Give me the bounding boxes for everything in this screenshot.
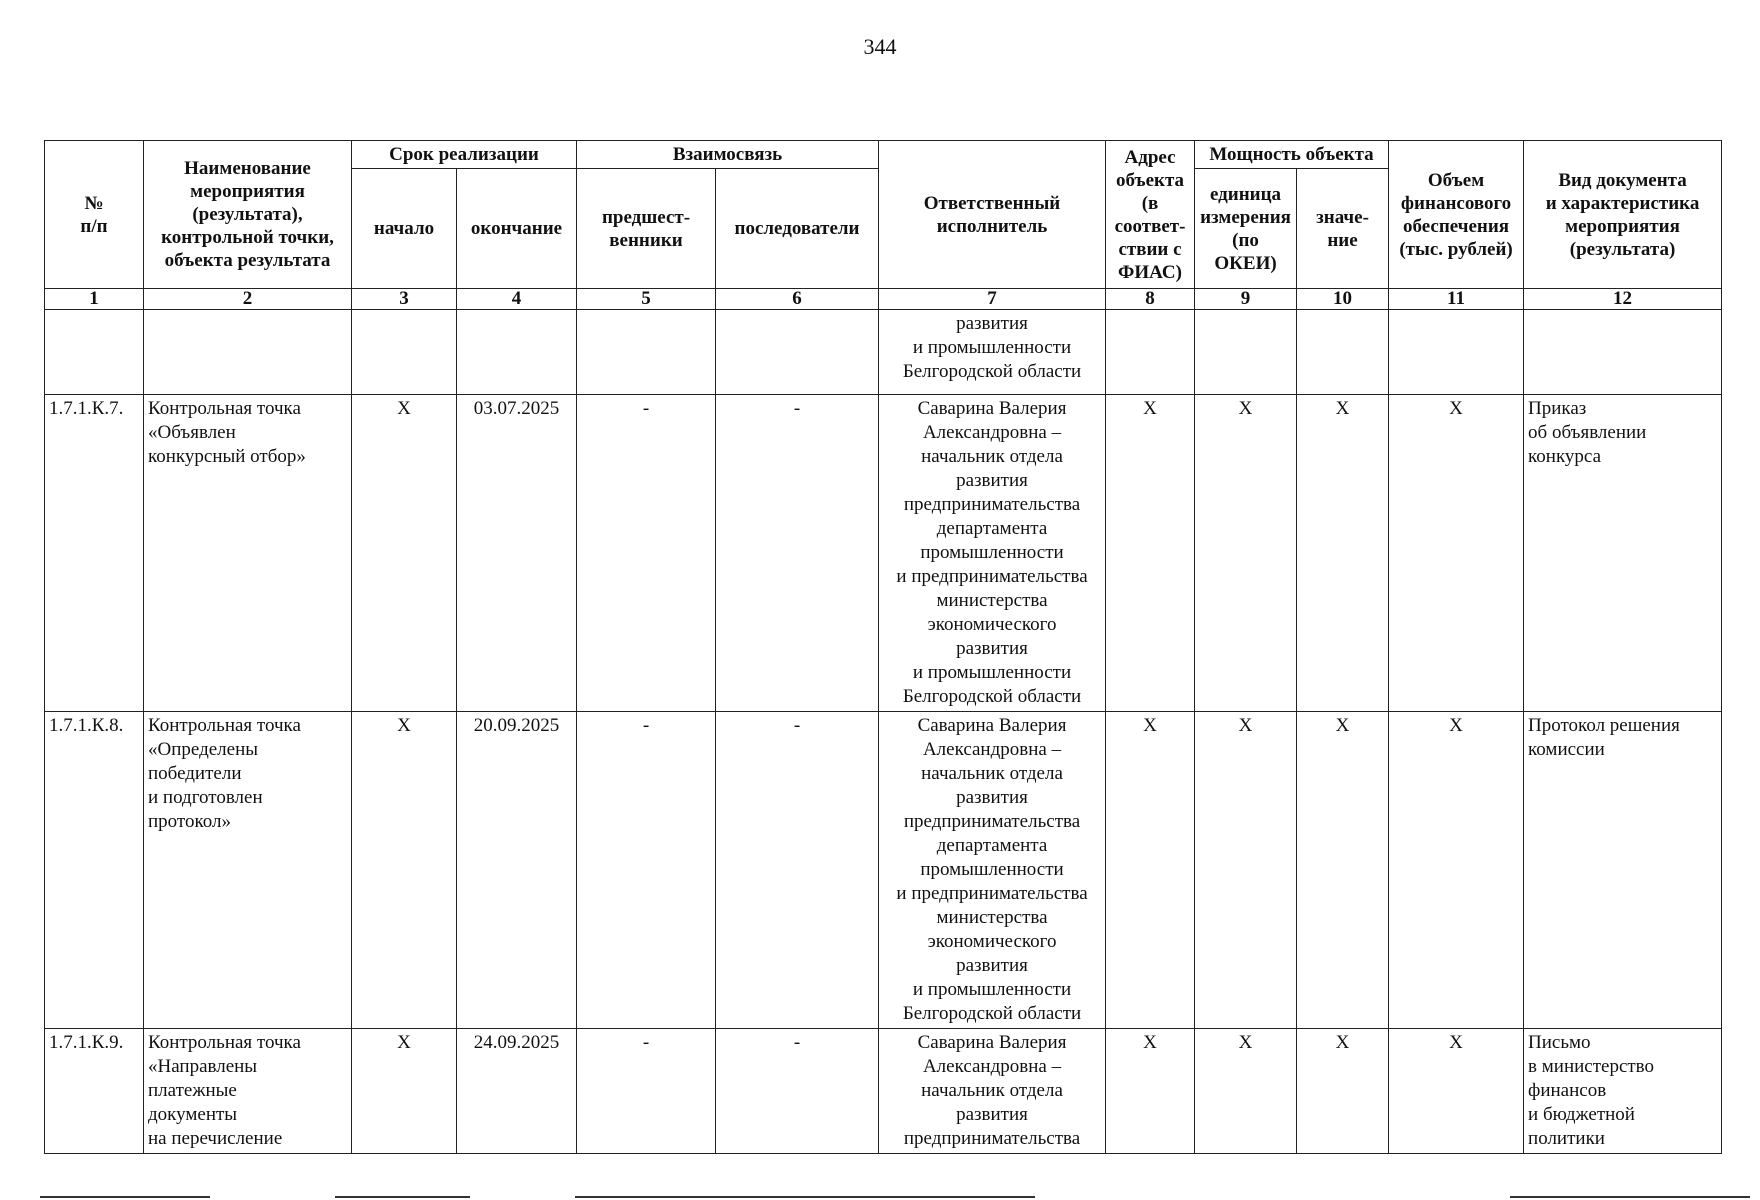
cell-address: X: [1106, 1029, 1195, 1154]
cell-no: 1.7.1.К.8.: [45, 712, 144, 1029]
column-number: 6: [716, 289, 879, 310]
header-unit: единица измерения (по ОКЕИ): [1195, 169, 1297, 289]
header-row-top: [45, 141, 1722, 169]
header-predecessors: предшест- венники: [577, 169, 716, 289]
cell-address: X: [1106, 712, 1195, 1029]
cell-successors: -: [716, 395, 879, 712]
cell-unit: X: [1195, 1029, 1297, 1154]
column-number-row: [45, 289, 1722, 310]
cell-end: 03.07.2025: [457, 395, 577, 712]
cell-successors: -: [716, 712, 879, 1029]
header-successors: последователи: [716, 169, 879, 289]
table-row: [45, 395, 1722, 712]
header-name: Наименование мероприятия (результата), контрольной точки, объекта результата: [144, 141, 352, 289]
page-number: 344: [863, 34, 897, 59]
column-number: 9: [1195, 289, 1297, 310]
cell-responsible: Саварина Валерия Александровна – начальник отдела развития предпринимательства департамента промышленности и предпринимательства министерства экономического развития и промышленности Белгородской области: [879, 712, 1106, 1029]
column-number: 8: [1106, 289, 1195, 310]
column-number: 1: [45, 289, 144, 310]
cell-unit: X: [1195, 712, 1297, 1029]
cell-predecessors: -: [577, 1029, 716, 1154]
scan-edge-line: [40, 1196, 210, 1198]
scan-edge-line: [1510, 1196, 1750, 1198]
column-number: 12: [1524, 289, 1722, 310]
scan-edge-line: [575, 1196, 1035, 1198]
plan-table: [44, 140, 1722, 1154]
cell-name: Контрольная точка «Определены победители и подготовлен протокол»: [144, 712, 352, 1029]
cell-financing: X: [1389, 395, 1524, 712]
cell-start: X: [352, 712, 457, 1029]
cell-no: 1.7.1.К.7.: [45, 395, 144, 712]
cell-name: Контрольная точка «Направлены платежные документы на перечисление: [144, 1029, 352, 1154]
cell-no: 1.7.1.К.9.: [45, 1029, 144, 1154]
header-start: начало: [352, 169, 457, 289]
cell-value: X: [1297, 712, 1389, 1029]
column-number: 10: [1297, 289, 1389, 310]
table-row: [45, 712, 1722, 1029]
column-number: 3: [352, 289, 457, 310]
cell-end: 20.09.2025: [457, 712, 577, 1029]
table-row: [45, 1029, 1722, 1154]
cell-document: Приказ об объявлении конкурса: [1524, 395, 1722, 712]
cell-successors: -: [716, 1029, 879, 1154]
cell-value: X: [1297, 1029, 1389, 1154]
header-responsible: Ответственный исполнитель: [879, 141, 1106, 289]
column-number: 4: [457, 289, 577, 310]
cell-end: 24.09.2025: [457, 1029, 577, 1154]
column-number: 5: [577, 289, 716, 310]
header-relation-group: Взаимосвязь: [577, 141, 879, 169]
cell-value: X: [1297, 395, 1389, 712]
column-number: 7: [879, 289, 1106, 310]
cell-name: Контрольная точка «Объявлен конкурсный отбор»: [144, 395, 352, 712]
header-capacity-group: Мощность объекта: [1195, 141, 1389, 169]
cell-document: Протокол решения комиссии: [1524, 712, 1722, 1029]
header-financing: Объем финансового обеспечения (тыс. рублей): [1389, 141, 1524, 289]
scan-edge-line: [335, 1196, 470, 1198]
header-no: № п/п: [45, 141, 144, 289]
header-address: Адрес объекта (в соответ- ствии с ФИАС): [1106, 141, 1195, 289]
cell-responsible: развития и промышленности Белгородской области: [879, 310, 1106, 395]
cell-responsible: Саварина Валерия Александровна – начальник отдела развития предпринимательства департамента промышленности и предпринимательства министерства экономического развития и промышленности Белгородской области: [879, 395, 1106, 712]
cell-unit: X: [1195, 395, 1297, 712]
cell-start: X: [352, 395, 457, 712]
cell-financing: X: [1389, 712, 1524, 1029]
cell-start: X: [352, 1029, 457, 1154]
header-period-group: Срок реализации: [352, 141, 577, 169]
cell-financing: X: [1389, 1029, 1524, 1154]
table-row-continuation: [45, 310, 1722, 395]
cell-responsible: Саварина Валерия Александровна – начальник отдела развития предпринимательства: [879, 1029, 1106, 1154]
cell-address: X: [1106, 395, 1195, 712]
cell-document: Письмо в министерство финансов и бюджетной политики: [1524, 1029, 1722, 1154]
column-number: 2: [144, 289, 352, 310]
header-end: окончание: [457, 169, 577, 289]
cell-predecessors: -: [577, 712, 716, 1029]
cell-predecessors: -: [577, 395, 716, 712]
header-value: значе- ние: [1297, 169, 1389, 289]
header-document: Вид документа и характеристика мероприятия (результата): [1524, 141, 1722, 289]
column-number: 11: [1389, 289, 1524, 310]
